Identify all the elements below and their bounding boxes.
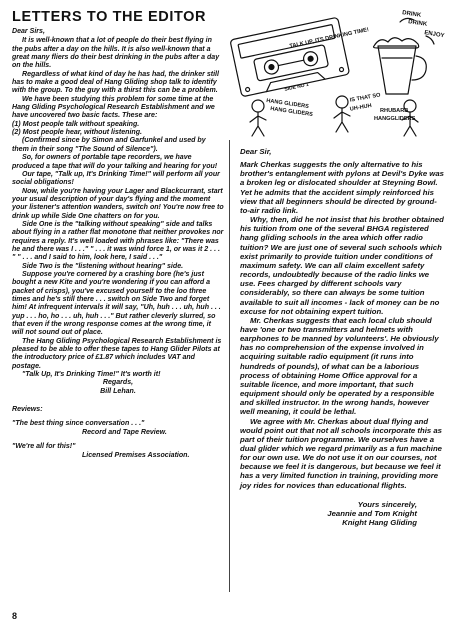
- letter-paragraph: Regardless of what kind of day he has had, the drinker still has to make a good deal of Hang Gliding shop talk to identify with the group. To the guy with a thirst this can be a problem.: [12, 70, 219, 95]
- list-item: (1) Most people talk without speaking.: [12, 120, 140, 128]
- letter-paragraph: Side Two is the "listening without hearing" side.: [22, 262, 184, 270]
- letter-tape: [12, 28, 224, 460]
- letter-signature: Bill Lehan.: [100, 387, 136, 395]
- reviews-label: Reviews:: [12, 406, 43, 414]
- hang-gliders-text-2: HANG GLIDERS: [269, 106, 314, 119]
- closing-text: Yours sincerely,: [357, 499, 417, 509]
- page-heading: LETTERS TO THE EDITOR: [12, 9, 207, 25]
- review-quote: "We're all for this!": [12, 443, 76, 451]
- is-that-so-text: IS THAT SO: [349, 92, 382, 104]
- letter-paragraph: "Talk Up, It's Drinking Time!" It's worth it!: [22, 371, 161, 379]
- uh-huh-text: UH-HUH: [349, 102, 373, 113]
- letter-paragraph: Our tape, "Talk up, It's Drinking Time!" will perform all your social obligations!: [12, 170, 220, 187]
- letter-paragraph: It is well-known that a lot of people do their best flying in the pubs after a day on the hills. It is also well-known that a great many fliers do their best drinking in the pubs after a day on the hills.: [12, 37, 220, 70]
- enjoy-text: ENJOY: [423, 30, 445, 40]
- letter-paragraph: Mr. Cherkas suggests that each local club should have 'one or two transmitters and helmets with earphones to be manned by volunteers'. He obviously has no comprehension of the expense involved in acquiring suitable radio equipment (it runs into hundreds of pounds), of what can be a laborious process of obtaining Home Office approval for a suitable licence, and more important, that such equipment should only be operated by a responsible and skilled instructor. In the wrong hands, however well meaning, it could be lethal.: [240, 315, 439, 417]
- signatories: Jeannie and Tom Knight: [327, 508, 417, 518]
- cassette-side-label: SIDE NO 1: [283, 81, 310, 93]
- list-item: (2) Most people hear, without listening.: [12, 129, 142, 137]
- organisation: Knight Hang Gliding: [342, 518, 417, 528]
- hang-gliders-text: HANG GLIDERS: [265, 98, 310, 111]
- letter-paragraph: Now, while you're having your Lager and Blackcurrant, start your usual description of your day's flying and the moment your listener's attention wanders, switch on! You're now free to drink up while Side One chatters on for you.: [12, 187, 224, 220]
- column-divider: [229, 140, 230, 592]
- letter-paragraph: Side One is the "talking without speaking" side and talks about flying in a rather flat monotone that neither provokes nor requires a reply. It's well loaded with phrases like: "There was he and there was I . . ." " . . . it was wind force 1, or was it 2 . . . " " . . . and I said to him, look here, I said . . .": [12, 220, 224, 262]
- cartoon-illustration: [230, 8, 446, 140]
- letter-regards: Regards,: [102, 379, 134, 387]
- hang-gliders-text-3: HANGGLIDERS: [374, 116, 416, 122]
- letter-salutation: Dear Sir,: [240, 147, 272, 156]
- drink-text-2: DRINK: [407, 19, 428, 28]
- cassette-label: TALK UP, ITS DRINKING TIME!: [289, 27, 370, 50]
- letter-paragraph: We agree with Mr. Cherkas about dual flying and would point out that not all schools incorporate this as part of their tuition programme. We ourselves have a dual glider which we regard primarily as a fun machine for our own use. We do not use it on our courses, not because we feel it is dangerous, but because we feel it has a very limited function in training, providing more joy rides for novices than educational flights.: [240, 416, 442, 490]
- page-number: 8: [12, 611, 18, 621]
- letter-paragraph: So, for owners of portable tape recorders, we have produced a tape that will do your talking and hearing for you!: [12, 154, 218, 170]
- rhubarb-text: RHUBARB: [380, 108, 409, 114]
- review-quote: "The best thing since conversation . . .": [12, 420, 145, 428]
- figure-middle-icon: [334, 96, 350, 132]
- letter-radio-tuition: [240, 147, 445, 527]
- letter-paragraph: The Hang Gliding Psychological Research Establishment is pleased to be able to offer these tapes to Hang Glider Pilots at the introductory price of £1.87 which includes VAT and postage.: [12, 337, 222, 370]
- letter-paragraph: Mark Cherkas suggests the only alternative to his brother's entanglement with pylons at Devil's Dyke was a broken leg or dislocated shoulder at Steyning Bowl. Yet he admits that the accident simply reinforced his view that all beginners should be directed by ground-to-air radio link.: [240, 160, 444, 215]
- letter-paragraph: Why, then, did he not insist that his brother obtained his tuition from one of the several BHGA registered hang gliding schools in the area which offer radio tuition? We are just one of several such schools which exist primarily to provide tuition under conditions of maximum safety. We can all claim excellent safety records, undoubtedly because of the radio links we use. Fees charged by different schools vary considerably, so there can always be some tuition available to suit all incomes - lack of money can be no excuse for not obtaining expert tuition.: [240, 215, 444, 316]
- reviews: [12, 406, 224, 460]
- review-source: Record and Tape Review.: [82, 428, 167, 436]
- list-item: (Confirmed since by Simon and Garfunkel and used by them in their song "The Sound of Silence").: [12, 137, 206, 153]
- letter-closing: [240, 500, 445, 527]
- letter-paragraph: Suppose you're cornered by a crashing bore (he's just bought a new Kite and you're wondering if you can afford a packet of crisps), you've excused yourself to the loo three times and he's still there . . . switch on Side Two and forget him! At infrequent intervals it will say, "Uh, huh . . . uh, huh . . . yup . . . ho, ho . . . uh, huh . . ." But rather cleverly slurred, so that even if the wrong response comes at the wrong time, it will not sound out of place.: [12, 270, 221, 337]
- letter-paragraph: We have been studying this problem for some time at the Hang Gliding Psychological Research Establishment and we have uncovered two basic facts. These are:: [12, 95, 215, 120]
- review-source: Licensed Premises Association.: [82, 451, 190, 459]
- facts-list: [12, 121, 224, 154]
- figure-left-icon: [250, 100, 266, 136]
- drink-text: DRINK: [401, 10, 422, 19]
- beer-glass-icon: [374, 38, 427, 94]
- letter-salutation: Dear Sirs,: [12, 28, 45, 35]
